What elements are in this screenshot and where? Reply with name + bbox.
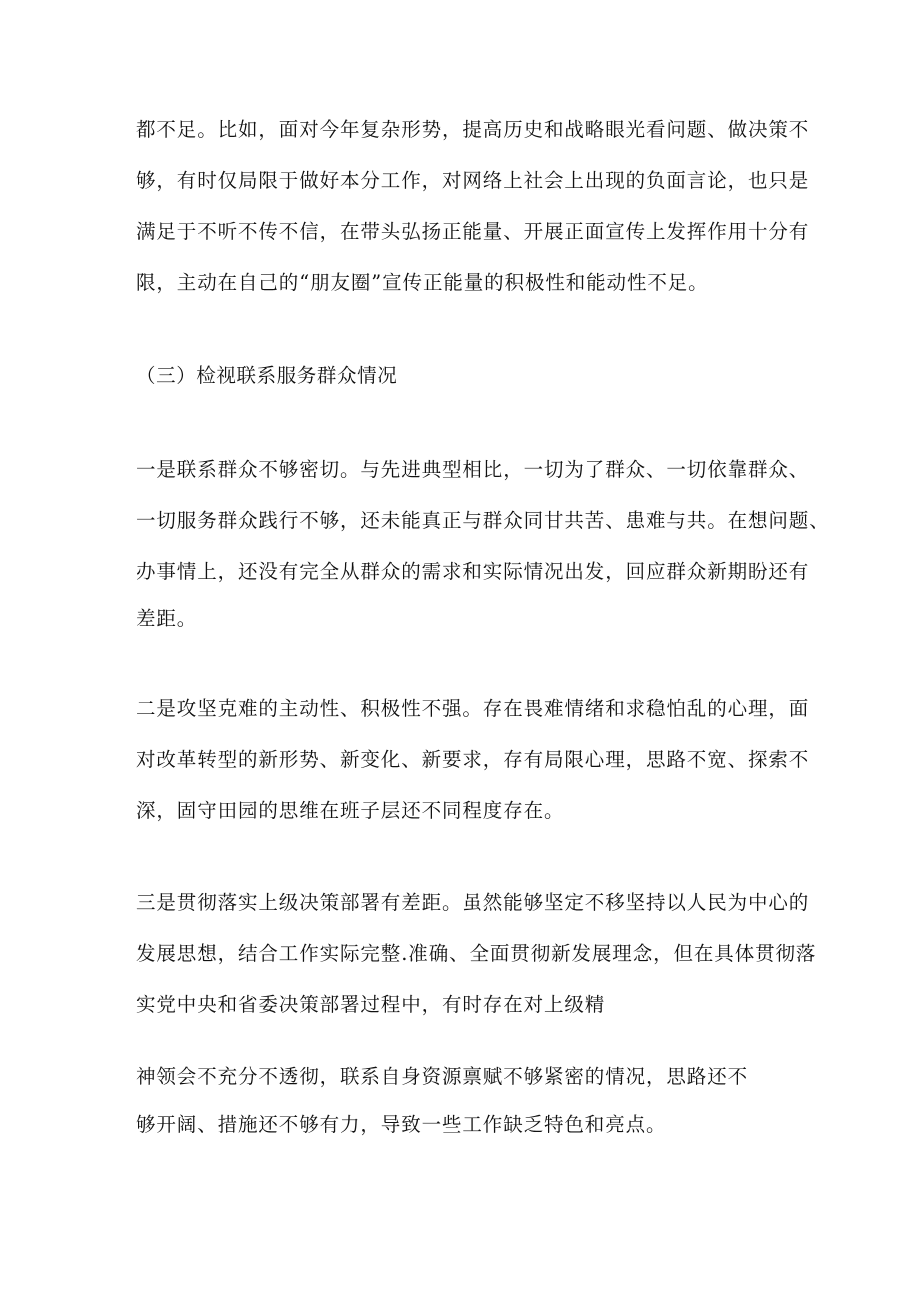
text-line: 一切服务群众践行不够，还未能真正与群众同甘共苦、患难与共。在想问题、 [136, 509, 830, 532]
text-line: 限，主动在自己的“朋友圈”宣传正能量的积极性和能动性不足。 [136, 271, 709, 294]
text-line: 对改革转型的新形势、新变化、新要求，存有局限心理，思路不宽、探索不 [136, 748, 810, 771]
text-line: 深，固守田园的思维在班子层还不同程度存在。 [136, 799, 565, 822]
text-line: 办事情上，还没有完全从群众的需求和实际情况出发，回应群众新期盼还有 [136, 560, 810, 583]
text-line: 三是贯彻落实上级决策部署有差距。虽然能够坚定不移坚持以人民为中心的 [136, 891, 810, 914]
text-line: 一是联系群众不够密切。与先进典型相比，一切为了群众、一切依靠群众、 [136, 458, 810, 481]
text-line: 够，有时仅局限于做好本分工作，对网络上社会上出现的负面言论，也只是 [136, 169, 810, 192]
section-heading: （三）检视联系服务群众情况 [136, 364, 398, 387]
text-line: 二是攻坚克难的主动性、积极性不强。存在畏难情绪和求稳怕乱的心理，面 [136, 697, 810, 720]
text-line: 差距。 [136, 607, 198, 630]
text-line: 神领会不充分不透彻，联系自身资源禀赋不够紧密的情况，思路还不 [136, 1065, 749, 1088]
text-line: 够开阔、措施还不够有力，导致一些工作缺乏特色和亮点。 [136, 1113, 667, 1136]
text-line: 发展思想，结合工作实际完整.准确、全面贯彻新发展理念，但在具体贯彻落 [136, 942, 817, 965]
text-line: 满足于不听不传不信，在带头弘扬正能量、开展正面宣传上发挥作用十分有 [136, 220, 810, 243]
text-line: 实党中央和省委决策部署过程中，有时存在对上级精 [136, 993, 606, 1016]
text-line: 都不足。比如，面对今年复杂形势，提高历史和战略眼光看问题、做决策不 [136, 118, 810, 141]
